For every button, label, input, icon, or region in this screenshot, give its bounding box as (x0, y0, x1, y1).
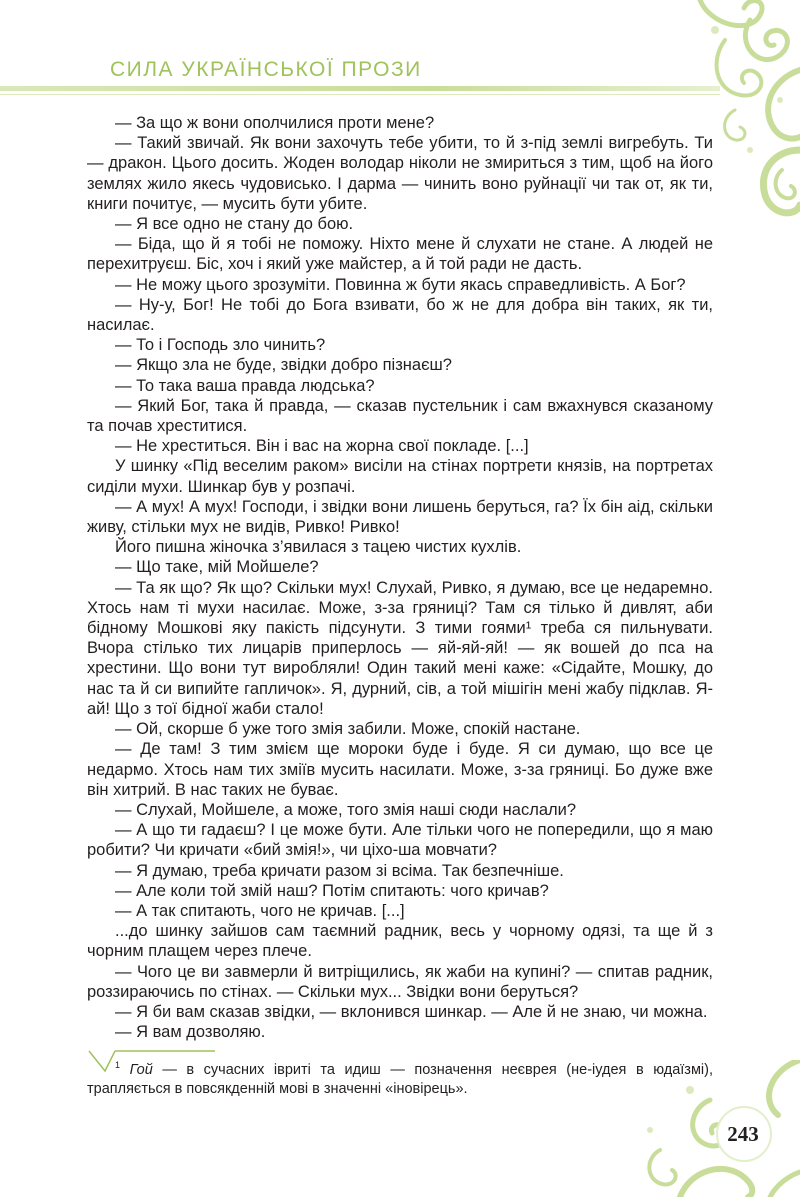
header-rule (0, 86, 720, 91)
body-paragraph: — Який Бог, така й правда, — сказав пустельник і сам вжахнувся сказаному та почав хреститися. (87, 396, 713, 436)
body-paragraph: — Я все одно не стану до бою. (115, 215, 354, 234)
body-paragraph: Його пишна жіночка з’явилася з тацею чистих кухлів. (115, 538, 522, 557)
body-paragraph: — Біда, що й я тобі не поможу. Ніхто мене й слухати не стане. А людей не перехитруєш. Біс, хоч і який уже майстер, а й той ради не дасть. (87, 235, 713, 274)
body-paragraph: — Але коли той змій наш? Потім спитають: чого кричав? (115, 881, 549, 900)
page-number: 243 (727, 1122, 759, 1146)
body-paragraph: — Чого це ви завмерли й витріщились, як жаби на купині? — спитав радник, роззираючись по стінах. — Скільки мух... Звідки вони беруться? (87, 962, 713, 1001)
header-rule-thin (0, 94, 720, 95)
body-paragraph: — Не хреститься. Він і вас на жорна свої покладе. [...] (115, 437, 529, 456)
body-paragraph: — Такий звичай. Як вони захочуть тебе убити, то й з-під землі вигребуть. Ти — дракон. Цього досить. Жоден володар ніколи не змириться з тим, щоб на його землях жило якесь чудовисько. І дарма — чинить воно руйнації чи так от, як ти, книги почитує, — мусить бути убите. (87, 134, 713, 213)
running-header-title: СИЛА УКРАЇНСЬКОЇ ПРОЗИ (110, 58, 422, 81)
body-paragraph: — Я думаю, треба кричати разом зі всіма. Так безпечніше. (115, 861, 564, 880)
footnote-text: — в сучасних івриті та идиш — позначення неєврея (не-іудея в юдаїзмі), трапляється в повсякденній мові в значенні «іновірець». (87, 1061, 713, 1097)
footnote-term: Гой (129, 1061, 153, 1078)
footnote-paragraph (87, 1056, 713, 1099)
body-paragraph: У шинку «Під веселим раком» висіли на стінах портрети князів, на портретах сиділи мухи. Шинкар був у розпачі. (87, 457, 713, 496)
body-paragraph: — Слухай, Мойшеле, а може, того змія наші сюди наслали? (115, 800, 577, 819)
body-paragraph: — То і Господь зло чинить? (115, 336, 326, 355)
body-paragraph: — Я би вам сказав звідки, — вклонився шинкар. — Але й не знаю, чи можна. (115, 1002, 708, 1021)
body-text (87, 113, 713, 1042)
body-paragraph: — Не можу цього зрозуміти. Повинна ж бути якась справедливість. А Бог? (115, 275, 686, 294)
body-paragraph: — А мух! А мух! Господи, і звідки вони лишень беруться, га? Їх бін аід, скільки живу, стільки мух не видів, Ривко! Ривко! (87, 497, 713, 537)
body-paragraph: — Та як що? Як що? Скільки мух! Слухай, Ривко, я думаю, все це недаремно. Хтось нам ті мухи насилає. Може, з-за гряниці? Там ся тілько й дивлят, аби бідному Мошкові яку пакість підсунути. З тими гоями¹ треба ся пильнувати. Вчора стілько тих лицарів приперлось — яй-яй-яй! — як вошей до пса на хрестини. Що вони тут виробляли! Один такий мені каже: «Сідайте, Мошку, до нас та й си випийте гапличок». Я, дурний, сів, а той мішігін мені жабу підклав. Я-ай! Що з тої бідної жаби стало! (87, 578, 713, 718)
body-paragraph: — А так спитають, чого не кричав. [...] (115, 901, 405, 920)
body-paragraph: — То така ваша правда людська? (115, 376, 375, 395)
body-paragraph: — Де там! З тим змієм ще мороки буде і буде. Я си думаю, що все це недармо. Хтось нам тих зміїв мусить насилати. Може, з-за гряниці. Бо дуже вже він хитрий. В нас таких не буває. (87, 740, 713, 799)
body-paragraph: — Ой, скорше б уже того змія забили. Може, спокій настане. (115, 720, 581, 739)
body-paragraph: — Що таке, мій Мойшеле? (115, 558, 319, 577)
footnote (87, 1056, 713, 1099)
body-paragraph: — Я вам дозволяю. (115, 1023, 266, 1042)
body-paragraph: — За що ж вони ополчилися проти мене? (115, 114, 435, 132)
body-paragraph: — А що ти гадаєш? І це може бути. Але тільки чого не попередили, що я маю робити? Чи кричати «бий змія!», чи ціхо-ша мовчати? (87, 821, 713, 860)
footnote-marker: 1 (115, 1060, 121, 1070)
body-paragraph: — Якщо зла не буде, звідки добро пізнаєш? (115, 356, 452, 375)
body-paragraph: ...до шинку зайшов сам таємний радник, весь у чорному одязі, та ще й з чорним плащем через плече. (87, 922, 713, 961)
body-paragraph: — Ну-у, Бог! Не тобі до Бога взивати, бо ж не для добра він таких, як ти, насилає. (87, 295, 713, 335)
